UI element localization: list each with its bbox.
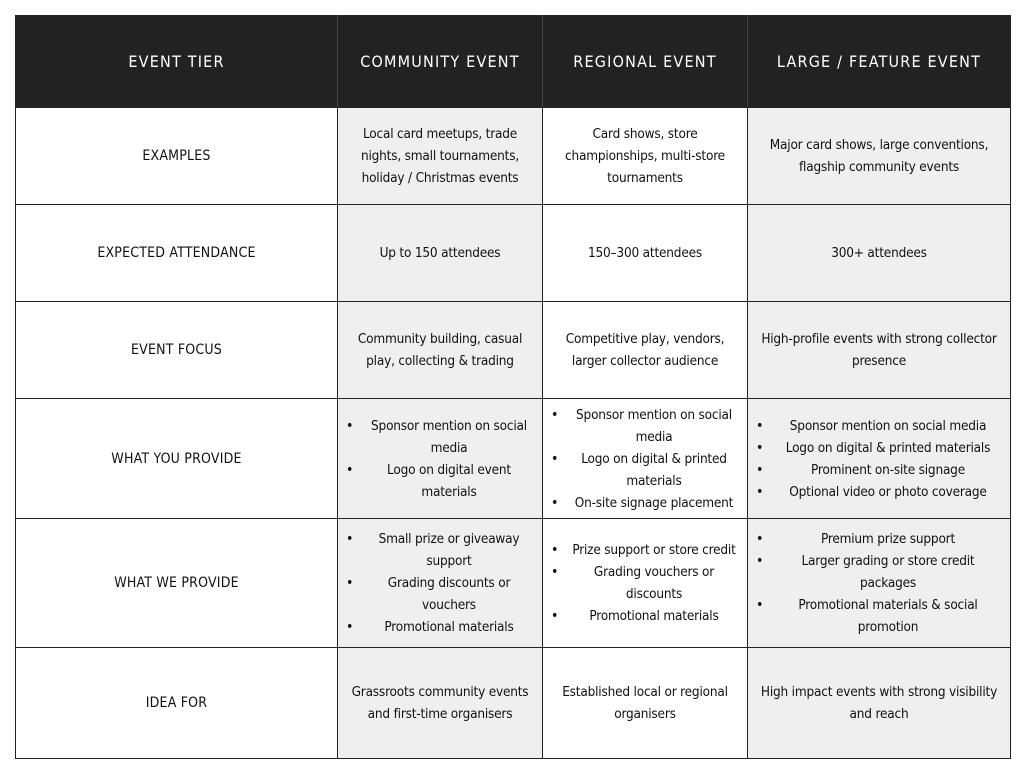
- cell-you-provide-community: [338, 399, 543, 519]
- list-item: • Larger grading or store credit packages: [752, 550, 1006, 594]
- cell-idea-feature: High impact events with strong visibility and reach: [748, 648, 1011, 759]
- list-item: • Sponsor mention on social media: [547, 404, 743, 448]
- cell-you-provide-feature: [748, 399, 1011, 519]
- list-item: • Grading vouchers or discounts: [547, 561, 743, 605]
- list-item: • Prominent on-site signage: [752, 459, 1006, 481]
- table-row-event-focus: [16, 302, 1011, 399]
- table-row-expected-attendance: [16, 205, 1011, 302]
- table-row-what-we-provide: [16, 519, 1011, 648]
- list-item: • Grading discounts or vouchers: [342, 572, 538, 616]
- header-community-event: COMMUNITY EVENT: [338, 16, 543, 108]
- cell-attendance-community: Up to 150 attendees: [338, 205, 543, 302]
- header-event-tier: EVENT TIER: [16, 16, 338, 108]
- table-row-what-you-provide: [16, 399, 1011, 519]
- cell-examples-feature: Major card shows, large conventions, flagship community events: [748, 108, 1011, 205]
- cell-we-provide-community: [338, 519, 543, 648]
- cell-examples-regional: Card shows, store championships, multi-store tournaments: [543, 108, 748, 205]
- list-item: • Prize support or store credit: [547, 539, 743, 561]
- cell-idea-community: Grassroots community events and first-time organisers: [338, 648, 543, 759]
- header-row: [16, 16, 1011, 108]
- bullet-list: [752, 415, 1006, 503]
- list-item: • On-site signage placement: [547, 492, 743, 514]
- table-header: [16, 16, 1011, 108]
- header-regional-event: REGIONAL EVENT: [543, 16, 748, 108]
- table-body: [16, 108, 1011, 759]
- list-item: • Logo on digital & printed materials: [547, 448, 743, 492]
- list-item: • Promotional materials & social promotion: [752, 594, 1006, 638]
- cell-attendance-regional: 150–300 attendees: [543, 205, 748, 302]
- cell-idea-regional: Established local or regional organisers: [543, 648, 748, 759]
- list-item: • Sponsor mention on social media: [752, 415, 1006, 437]
- header-large-feature-event: LARGE / FEATURE EVENT: [748, 16, 1011, 108]
- table-row-examples: [16, 108, 1011, 205]
- cell-you-provide-regional: [543, 399, 748, 519]
- cell-attendance-feature: 300+ attendees: [748, 205, 1011, 302]
- bullet-list: [547, 539, 743, 627]
- row-label-what-you-provide: WHAT YOU PROVIDE: [16, 399, 338, 519]
- cell-we-provide-regional: [543, 519, 748, 648]
- cell-focus-regional: Competitive play, vendors, larger collector audience: [543, 302, 748, 399]
- row-label-expected-attendance: EXPECTED ATTENDANCE: [16, 205, 338, 302]
- list-item: • Optional video or photo coverage: [752, 481, 1006, 503]
- table-row-idea-for: [16, 648, 1011, 759]
- cell-we-provide-feature: [748, 519, 1011, 648]
- list-item: • Logo on digital & printed materials: [752, 437, 1006, 459]
- list-item: • Promotional materials: [342, 616, 538, 638]
- row-label-event-focus: EVENT FOCUS: [16, 302, 338, 399]
- list-item: • Small prize or giveaway support: [342, 528, 538, 572]
- list-item: • Logo on digital event materials: [342, 459, 538, 503]
- list-item: • Premium prize support: [752, 528, 1006, 550]
- bullet-list: [342, 528, 538, 638]
- bullet-list: [547, 404, 743, 514]
- list-item: • Promotional materials: [547, 605, 743, 627]
- bullet-list: [342, 415, 538, 503]
- row-label-examples: EXAMPLES: [16, 108, 338, 205]
- bullet-list: [752, 528, 1006, 638]
- cell-focus-feature: High-profile events with strong collector presence: [748, 302, 1011, 399]
- cell-focus-community: Community building, casual play, collecting & trading: [338, 302, 543, 399]
- row-label-what-we-provide: WHAT WE PROVIDE: [16, 519, 338, 648]
- cell-examples-community: Local card meetups, trade nights, small tournaments, holiday / Christmas events: [338, 108, 543, 205]
- event-tier-table: [15, 15, 1011, 759]
- list-item: • Sponsor mention on social media: [342, 415, 538, 459]
- row-label-idea-for: IDEA FOR: [16, 648, 338, 759]
